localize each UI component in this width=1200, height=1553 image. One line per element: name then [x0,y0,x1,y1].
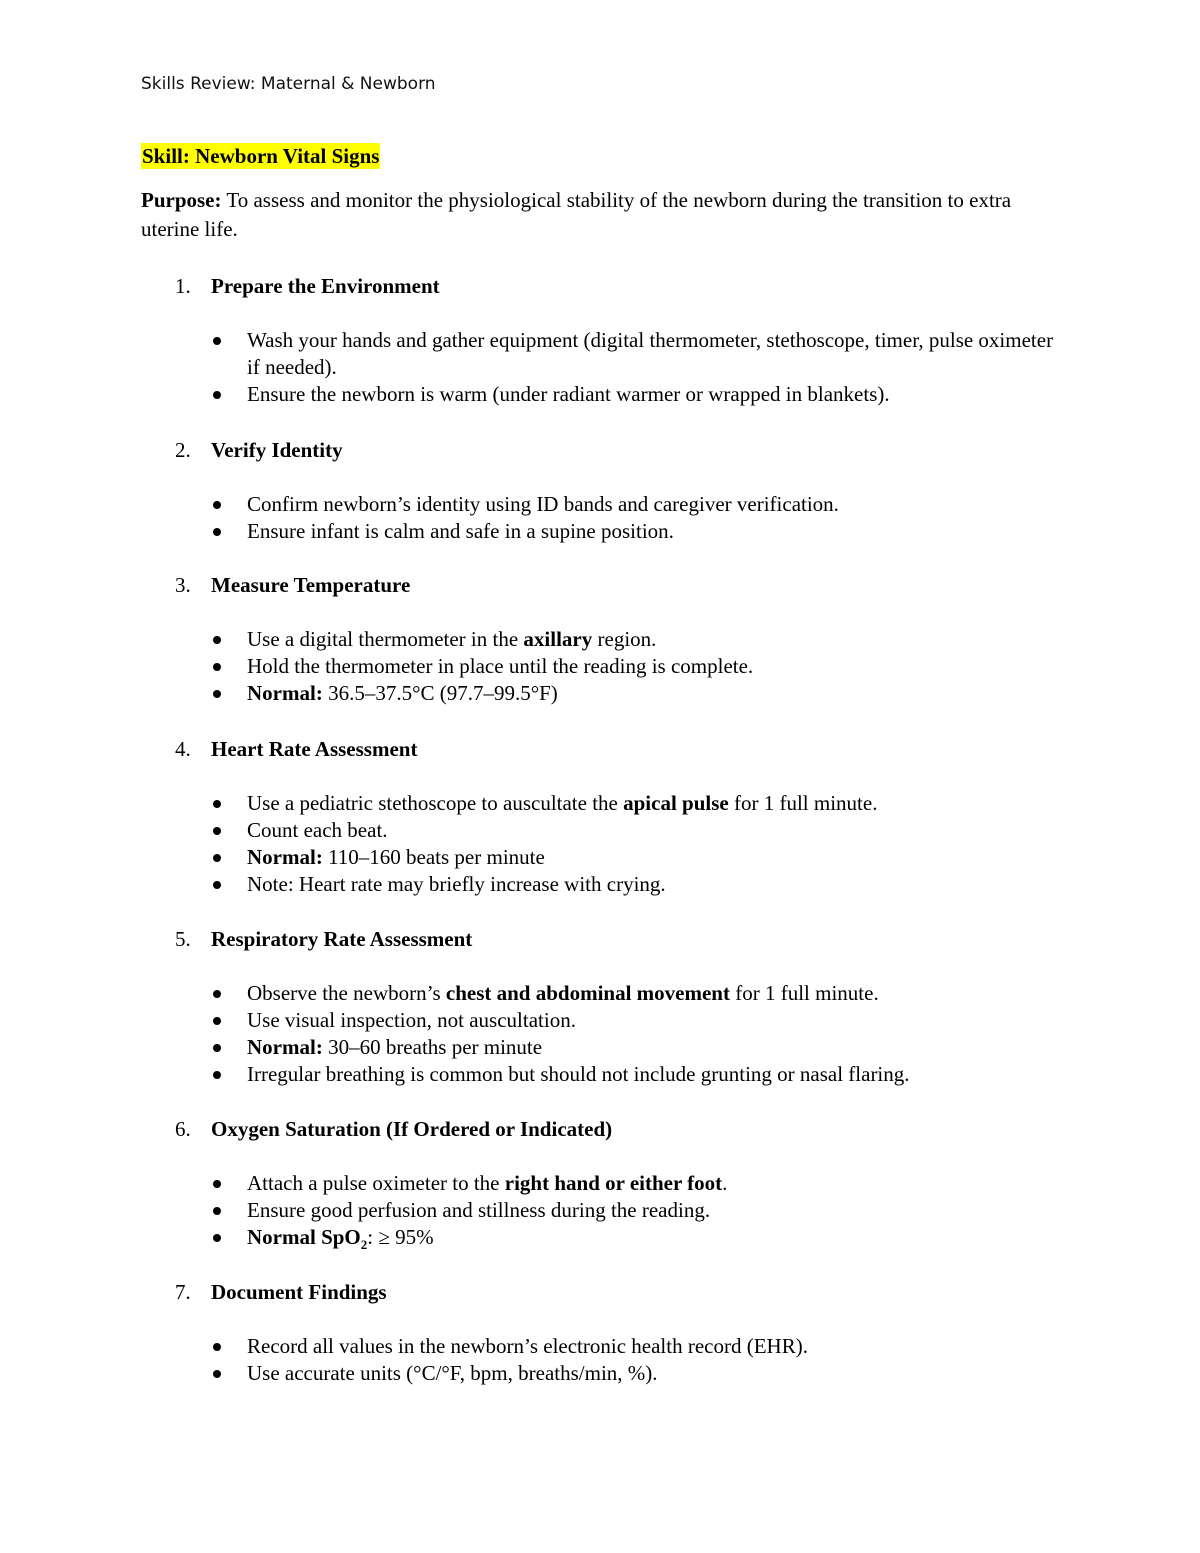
skill-label: Skill: [142,144,190,168]
bullet-icon [213,1207,221,1215]
list-item: Ensure infant is calm and safe in a supine position. [175,518,1055,545]
list-item: Use visual inspection, not auscultation. [175,1007,1055,1034]
step-3 [175,572,1055,707]
step-heading [175,437,1055,463]
bullet-icon [213,881,221,889]
step-5 [175,926,1055,1088]
step-title: Measure Temperature [211,573,411,597]
step-number: 7. [175,1280,191,1304]
purpose-label: Purpose: [141,188,222,212]
list-item: Normal: 110–160 beats per minute [175,844,1055,871]
bullet-list [175,491,1055,545]
step-7 [175,1279,1055,1387]
list-item: Observe the newborn’s chest and abdominal movement for 1 full minute. [175,980,1055,1007]
step-heading [175,273,1055,299]
step-number: 4. [175,737,191,761]
step-heading [175,1279,1055,1305]
step-heading [175,1116,1055,1142]
bullet-icon [213,1017,221,1025]
bullet-list [175,1170,1055,1258]
bullet-list [175,980,1055,1088]
step-title: Document Findings [211,1280,387,1304]
list-item: Irregular breathing is common but should not include grunting or nasal flaring. [175,1061,1055,1088]
bullet-list [175,626,1055,707]
step-number: 3. [175,573,191,597]
step-heading [175,572,1055,598]
step-1 [175,273,1055,408]
list-item: Ensure good perfusion and stillness during the reading. [175,1197,1055,1224]
bullet-icon [213,501,221,509]
list-item: Normal: 30–60 breaths per minute [175,1034,1055,1061]
step-2 [175,437,1055,545]
bullet-icon [213,1044,221,1052]
bullet-icon [213,528,221,536]
bullet-icon [213,391,221,399]
bullet-icon [213,1343,221,1351]
list-item: Use accurate units (°C/°F, bpm, breaths/min, %). [175,1360,1055,1387]
step-title: Respiratory Rate Assessment [211,927,473,951]
bullet-list [175,327,1055,408]
bullet-icon [213,663,221,671]
list-item: Record all values in the newborn’s electronic health record (EHR). [175,1333,1055,1360]
list-item: Use a digital thermometer in the axillary region. [175,626,1055,653]
skill-title [141,143,380,169]
step-heading [175,926,1055,952]
step-number: 5. [175,927,191,951]
purpose-text: To assess and monitor the physiological stability of the newborn during the transition to extra uterine life. [141,188,1012,241]
step-number: 6. [175,1117,191,1141]
bullet-icon [213,1180,221,1188]
step-title: Prepare the Environment [211,274,440,298]
bullet-icon [213,690,221,698]
bullet-icon [213,1234,221,1242]
list-item: Confirm newborn’s identity using ID bands and caregiver verification. [175,491,1055,518]
step-number: 1. [175,274,191,298]
bullet-icon [213,1071,221,1079]
purpose-paragraph [141,186,1071,244]
bullet-icon [213,636,221,644]
skill-name: Newborn Vital Signs [195,144,380,168]
bullet-icon [213,337,221,345]
step-4 [175,736,1055,898]
list-item: Attach a pulse oximeter to the right hand or either foot. [175,1170,1055,1197]
bullet-icon [213,800,221,808]
step-number: 2. [175,438,191,462]
page-header: Skills Review: Maternal & Newborn [141,74,436,94]
step-6 [175,1116,1055,1258]
list-item: Use a pediatric stethoscope to auscultate the apical pulse for 1 full minute. [175,790,1055,817]
list-item: Wash your hands and gather equipment (digital thermometer, stethoscope, timer, pulse oximeter if needed). [175,327,1055,381]
step-heading [175,736,1055,762]
list-item: Ensure the newborn is warm (under radiant warmer or wrapped in blankets). [175,381,1055,408]
bullet-list [175,1333,1055,1387]
list-item: Hold the thermometer in place until the reading is complete. [175,653,1055,680]
step-title: Oxygen Saturation (If Ordered or Indicated) [211,1117,613,1141]
bullet-list [175,790,1055,898]
list-item: Normal: 36.5–37.5°C (97.7–99.5°F) [175,680,1055,707]
bullet-icon [213,990,221,998]
list-item: Count each beat. [175,817,1055,844]
step-title: Verify Identity [211,438,343,462]
bullet-icon [213,1370,221,1378]
step-title: Heart Rate Assessment [211,737,418,761]
bullet-icon [213,854,221,862]
list-item: Note: Heart rate may briefly increase with crying. [175,871,1055,898]
list-item: Normal SpO$_2$: ≥ 95% [175,1224,1055,1258]
bullet-icon [213,827,221,835]
